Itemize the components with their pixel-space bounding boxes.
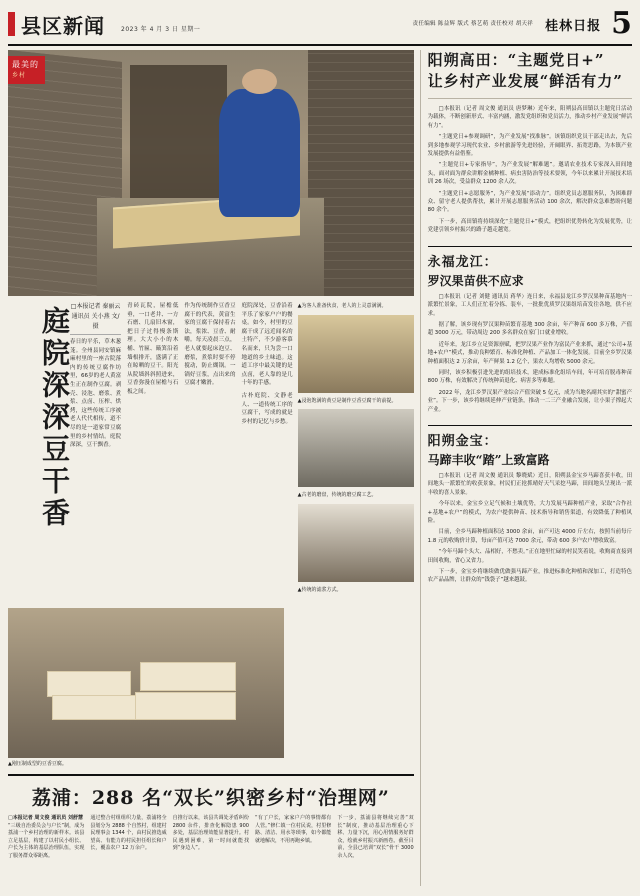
bottom-photo (8, 608, 284, 758)
divider-3 (428, 425, 632, 426)
feature-col-2 (127, 302, 178, 602)
bottom-feature-col-1 (8, 815, 84, 861)
bottom-feature-col-2: 通过整合村组组织力量，荔浦将全县划分为 2888 个自然村，组建村民理事会 1344 个，由村民推选威望高、有能力的村民担任组长和户长，覆盖农户 12 万余户。 (90, 815, 167, 852)
issue-date: 2023 年 4 月 3 日 星期一 (121, 25, 201, 33)
side-photo-caption-1: ▲为客人准备伙食，老人的上灵意满满。 (297, 303, 387, 309)
article-gaotian (428, 50, 632, 238)
bottom-feature-col-3: 自推行以来，该县共调处矛盾纠纷 2800 余件，排查化解隐患 900 多处，基层治理效能显著提升。村民遇到困难，第一时间就能找到“身边人”。 (172, 815, 249, 852)
side-photo-caption-4: ▲传统的滤浆方式。 (297, 586, 342, 593)
feature-text-columns (70, 302, 293, 602)
article-gaotian-p1: □本报讯（记者 周文俊 通讯员 唐梦琳）近年来，阳朔县高田镇以主题党日活动为载体，不断创新形式、丰富内涵，激发党组织和党员活力，推动乡村产业发展“鲜活有力”。 (427, 106, 632, 129)
article-jinbao (428, 432, 632, 588)
photo-person (219, 89, 300, 217)
feature-col-4 (242, 302, 293, 602)
feature-col-1 (70, 302, 121, 602)
side-photo-caption-2: ▲浸泡饱满的黄豆是制作豆香豆腐干的前提。 (297, 397, 397, 404)
tofu-block-4 (135, 692, 236, 720)
feature-col-3 (184, 302, 235, 602)
article-yongfu-p5: 2022 年，龙江乡罗汉果产业综合产值突破 5 亿元，成为当地名副其实的“甜蜜产业”。下一步，该乡将继续延伸产业链条，推动一二三产业融合发展，让小果子撑起大产业。 (427, 389, 632, 413)
article-yongfu-p4: 同时，该乡积极引进先进的组培技术，建成标准化组培车间，年可培育脱毒种苗 800 万株，有效解决了传统种苗退化、病害多等难题。 (427, 369, 632, 385)
feature-body-3: 作为传统制作豆香豆腐干的代表，黄富生家的豆腐干保持着古法，浆浓、豆香、耐嚼。每天凌晨三点，老人就要起床泡豆、磨浆，煮浆时要不停搅动，防止煳锅。一锅好豆浆，点出来的豆腐才嫩滑。 (184, 303, 236, 387)
series-badge-line2: 乡村 (12, 72, 27, 79)
article-jinbao-p3: 目前，全乡马蹄种植面积达 3000 余亩，亩产可达 4000 斤左右，按照当前每斤 1.8 元的收购价计算，每亩产值可达 7000 余元，带动 600 多户农户增收致富。 (427, 529, 632, 544)
page-number: 5 (611, 6, 632, 41)
masthead (8, 6, 632, 46)
main-photo (8, 50, 414, 296)
tofu-block-1 (47, 671, 132, 697)
bottom-feature-col-5: 下一步，荔浦县将继续完善“双长”制度，推动基层治理重心下移、力量下沉，用心用情服务好群众，绘就乡村振兴新画卷。截至目前，全县已培训“双长”骨干 3000 余人次。 (337, 815, 414, 859)
article-jinbao-p5: 下一步，金宝乡将继续做优做强马蹄产业，推进标准化种植和深加工，打造特色农产品品牌，让群众的“钱袋子”越来越鼓。 (427, 569, 632, 584)
bottom-photo-caption: ▲刚压制成型的豆香豆腐。 (8, 761, 67, 767)
side-photo-3 (298, 504, 414, 582)
feature-body-1: 春日的平乐，草木葱茏。全州县同安镇麻麻村里的一座古院落内的传统豆腐作坊里，66岁的老人黄富生正在制作豆腐。剥壳、浸泡、磨浆、煮浆、点卤、压榨、烘烤，这些传统工序被老人代代相传，道不尽的是一道家常豆腐里的乡村情结。庭院深深，豆干飘香。 (70, 339, 122, 449)
divider-2 (428, 246, 632, 247)
series-badge-line1: 最美的 (12, 60, 39, 69)
bottom-feature (8, 774, 414, 861)
article-jinbao-p2: 今年以来，金宝乡立足气候和土壤优势，大力发展马蹄种植产业，采取“合作社+基地+农户”的模式，为农户提供种苗、技术指导和销售渠道，有效降低了种植风险。 (427, 501, 632, 524)
bottom-feature-col-4: “有了户长，家家户户的事情都有人管。”修仁镇一位村民说，村里修路、清洁、用水等琐事，如今都能就地解决，不用再跑乡镇。 (254, 815, 332, 844)
article-gaotian-body (428, 105, 632, 238)
divider-1 (428, 98, 632, 99)
left-column (8, 50, 421, 886)
section-title: 县区新闻 (21, 13, 105, 38)
article-gaotian-p2: “主题党日+参观调研”，为产业发展“找准脉”。该镇组织党员干部走出去，先后到多地参观学习现代农业、乡村旅游等先进经验，开阔眼界、拓宽思路，为本镇产业发展提供有益借鉴。 (427, 134, 632, 158)
bottom-feature-columns (8, 815, 414, 861)
article-yongfu-body (428, 293, 632, 417)
masthead-left (8, 10, 200, 39)
feature-body-2: 青砖瓦院，屋檐低垂，一口老井、一方石磨、几扇旧木窗，把日子过得慢条斯理。大大小小的木桶、竹匾、簸箕沿着墙根排开，盛满了正在晾晒的豆干。阳光从院墙斜斜照进来，豆香弥漫在屋檐与石板之间。 (127, 303, 179, 395)
editor-credits: 责任编辑 陈益辉 版式 蔡艺萌 责任校对 胡天祥 (412, 20, 534, 27)
article-gaotian-p5: 下一步，高田镇将持续深化“主题党日+”模式，把组织优势转化为发展优势，让党建引领乡村振兴的路子越走越宽。 (427, 218, 632, 234)
bottom-feature-title: 荔浦：288 名“双长”织密乡村“治理网” (31, 787, 390, 809)
side-photo-caption-3: ▲古老的磨盘，传统的磨豆腐工艺。 (297, 492, 377, 498)
article-jinbao-p4: “今年马蹄个头大、品相好，不愁卖。”正在地里忙碌的村民笑着说，收购商直接到田间收购，省心又省力。 (427, 549, 632, 564)
side-photo-1 (298, 315, 414, 393)
article-yongfu-p1: □本报讯（记者 刘健 通讯员 蒋华）连日来，永福县龙江乡罗汉果种苗基地内一派繁忙景象，工人们正忙着分拣、装车，一批批优质罗汉果组培苗发往各地，供不应求。 (427, 293, 632, 317)
page-body (8, 50, 632, 886)
feature-byline: □本报记者 秦丽云 通讯员 关小燕 文/摄 (70, 302, 121, 335)
photo-scene (8, 50, 414, 296)
feature-middle-row (8, 302, 414, 602)
accent-bar (8, 12, 15, 36)
feature-vertical-title: 庭院深深豆干香 (38, 306, 71, 530)
tofu-block-2 (52, 695, 137, 720)
article-gaotian-p3: “主题党日+专家指导”，为产业发展“解难题”。邀请农业技术专家深入田间地头，面对面为群众讲解金橘种植、病虫害防治等技术要领，今年以来累计开展技术培训 26 场次，受益群众 1200 余人次。 (427, 162, 632, 186)
feature-body-5: 古朴庭院、文静老人、一道传统工序的豆腐干，写成的就是乡村的记忆与乡愁。 (241, 392, 293, 425)
series-badge (8, 56, 45, 84)
bottom-feature-lead: □本报记者 周文俊 通讯员 刘舒慧 (8, 815, 83, 821)
article-gaotian-title-2: 让乡村产业发展“鲜活有力” (427, 72, 623, 90)
article-gaotian-p4: “主题党日+志愿服务”，为产业发展“添动力”。组织党员志愿服务队，为困难群众、留守老人提供帮扶，累计开展志愿服务活动 100 余次，解决群众急难愁盼问题 80 余个。 (427, 190, 632, 214)
feature-body-4: 庭院深处，豆香沿着平乐了家家户户的餐桌。如今，村里的豆腐干成了远近闻名的土特产，不少游客慕名而来，只为尝一口地道的乡土味道。这道工序中最关键的是点卤，老人靠的是几十年的手感。 (241, 303, 293, 387)
article-yongfu (428, 253, 632, 417)
article-yongfu-p3: 近年来，龙江乡立足资源禀赋，把罗汉果产业作为富民产业来抓，通过“公司+基地+农户”模式，推动良种繁育、标准化种植、产品加工一体化发展。目前全乡罗汉果种植面积达 2 万余亩，年产鲜果 1.2 亿个，果农人均增收 5000 余元。 (427, 341, 632, 365)
right-column (421, 50, 632, 886)
article-jinbao-subtitle: 马蹄丰收“踏”上致富路 (427, 452, 550, 467)
article-jinbao-body (428, 472, 632, 588)
side-photo-stack (298, 302, 414, 602)
photo-doorway (130, 65, 227, 198)
article-jinbao-p1: □本报讯（记者 周文俊 通讯员 黎晓斌）近日，阳朔县金宝乡马蹄喜获丰收，田间地头一派繁忙的收获景象，村民们正抢抓晴好天气采挖马蹄，田间地头呈现出一派丰收的喜人景象。 (427, 472, 632, 496)
article-yongfu-subtitle: 罗汉果苗供不应求 (427, 273, 524, 288)
article-jinbao-title: 阳朔金宝： (427, 433, 498, 449)
side-photo-2 (298, 409, 414, 487)
article-yongfu-title: 永福龙江： (427, 254, 498, 270)
tofu-block-3 (140, 662, 236, 691)
article-gaotian-title-1: 阳朔高田：“主题党日+” (427, 51, 605, 69)
article-yongfu-p2: 据了解，该乡现有罗汉果种苗繁育基地 300 余亩，年产种苗 600 多万株，产值超 3000 万元，带动周边 200 多名群众在家门口就业增收。 (427, 321, 632, 337)
bottom-feature-body-1: “三级自治委员会与户长”制，成为荔浦一个乡村治理的新样本。该县立足基层，构建了以村民小组长、户长为主体的基层治理队伍，实现了服务群众零距离。 (8, 822, 85, 859)
paper-logo: 桂林日报 (545, 18, 602, 34)
